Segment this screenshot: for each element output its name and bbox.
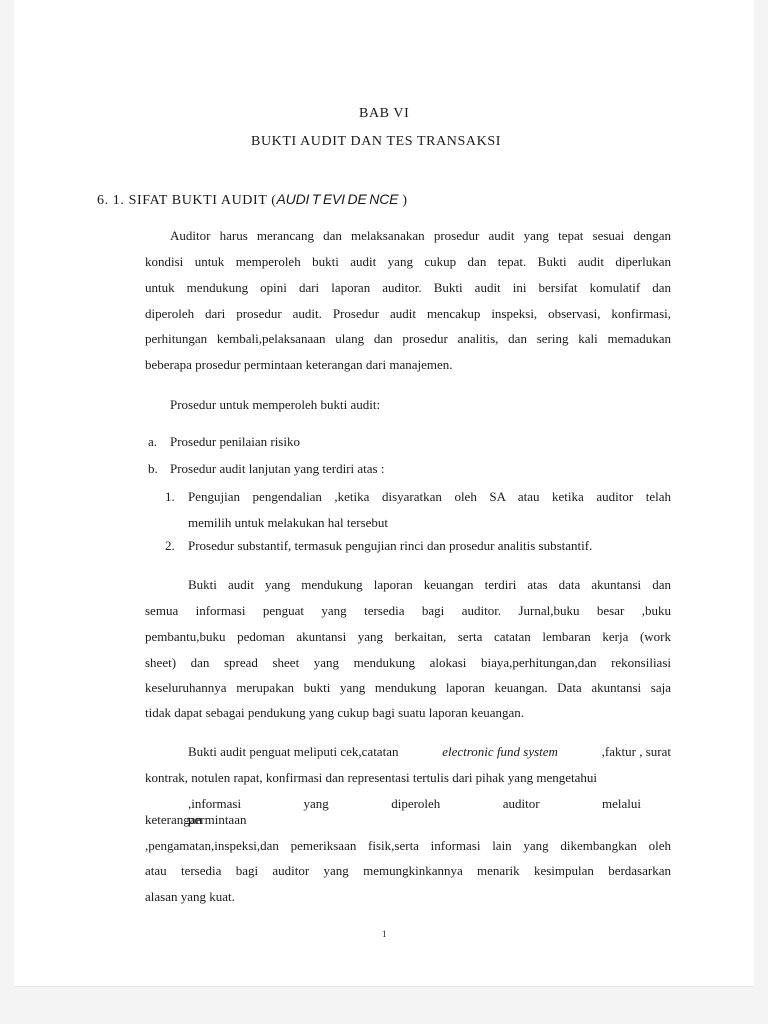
- section-heading-prefix: 6. 1. SIFAT BUKTI AUDIT (: [97, 193, 277, 208]
- chapter-title: BUKTI AUDIT DAN TES TRANSAKSI: [251, 134, 501, 149]
- sublist-item-line: Prosedur substantif, termasuk pengujian rinci dan prosedur analitis substantif.: [188, 538, 593, 553]
- para2-line: sheet) dan spread sheet yang mendukung alokasi biaya,perhitungan,dan rekonsiliasi: [145, 655, 671, 670]
- section-heading: [97, 191, 408, 209]
- para3-text: ,faktur , surat: [601, 744, 671, 759]
- procedures-intro: Prosedur untuk memperoleh bukti audit:: [170, 397, 381, 412]
- section-heading-term: AUDI T EVI DE NCE: [276, 191, 399, 207]
- para3-line: atau tersedia bagi auditor yang memungkinkannya menarik kesimpulan berdasarkan: [145, 863, 671, 878]
- section-heading-suffix: ): [398, 193, 408, 208]
- para1-line: Auditor harus merancang dan melaksanakan prosedur audit yang tepat sesuai dengan: [170, 228, 671, 243]
- para3-text: Bukti audit penguat meliputi cek,catatan: [188, 744, 399, 759]
- list-marker: a.: [148, 434, 158, 449]
- page-number: 1: [382, 929, 387, 939]
- list-item: Prosedur penilaian risiko: [170, 434, 300, 449]
- para3-line: [188, 744, 671, 760]
- para3-line-wrap: keterangan: [145, 812, 203, 827]
- para3-line: ,informasi yang diperoleh auditor melalui permintaan: [188, 796, 641, 827]
- para3-line: ,pengamatan,inspeksi,dan pemeriksaan fisik,serta informasi lain yang dikembangkan oleh: [145, 838, 671, 853]
- para1-line: kondisi untuk memperoleh bukti audit yang cukup dan tepat. Bukti audit diperlukan: [145, 254, 671, 269]
- chapter-label: BAB VI: [359, 106, 410, 121]
- para2-line: pembantu,buku pedoman akuntansi yang berkaitan, serta catatan lembaran kerja (work: [145, 629, 671, 644]
- list-item: Prosedur audit lanjutan yang terdiri atas :: [170, 461, 385, 476]
- sublist-item-line: Pengujian pengendalian ,ketika disyaratkan oleh SA atau ketika auditor telah: [188, 489, 671, 504]
- page-edge: [14, 986, 754, 987]
- para1-line: beberapa prosedur permintaan keterangan dari manajemen.: [145, 357, 453, 372]
- para1-line: perhitungan kembali,pelaksanaan ulang dan prosedur analitis, dan sering kali memadukan: [145, 331, 671, 346]
- para2-line: Bukti audit yang mendukung laporan keuangan terdiri atas data akuntansi dan: [188, 577, 671, 592]
- sublist-item-line: memilih untuk melakukan hal tersebut: [188, 515, 389, 530]
- para2-line: tidak dapat sebagai pendukung yang cukup bagi suatu laporan keuangan.: [145, 705, 525, 720]
- sublist-marker: 1.: [165, 489, 175, 504]
- list-marker: b.: [148, 461, 158, 476]
- para1-line: untuk mendukung opini dari laporan auditor. Bukti audit ini bersifat komulatif dan: [145, 280, 671, 295]
- para2-line: keseluruhannya merupakan bukti yang mendukung laporan keuangan. Data akuntansi saja: [145, 680, 671, 695]
- para3-line: kontrak, notulen rapat, konfirmasi dan representasi tertulis dari pihak yang mengetahui: [145, 770, 597, 785]
- para3-italic-term: electronic fund system: [442, 744, 558, 759]
- sublist-marker: 2.: [165, 538, 175, 553]
- para2-line: semua informasi penguat yang tersedia bagi auditor. Jurnal,buku besar ,buku: [145, 603, 671, 618]
- para3-line: alasan yang kuat.: [145, 889, 235, 904]
- para1-line: diperoleh dari prosedur audit. Prosedur audit mencakup inspeksi, observasi, konfirmasi,: [145, 306, 671, 321]
